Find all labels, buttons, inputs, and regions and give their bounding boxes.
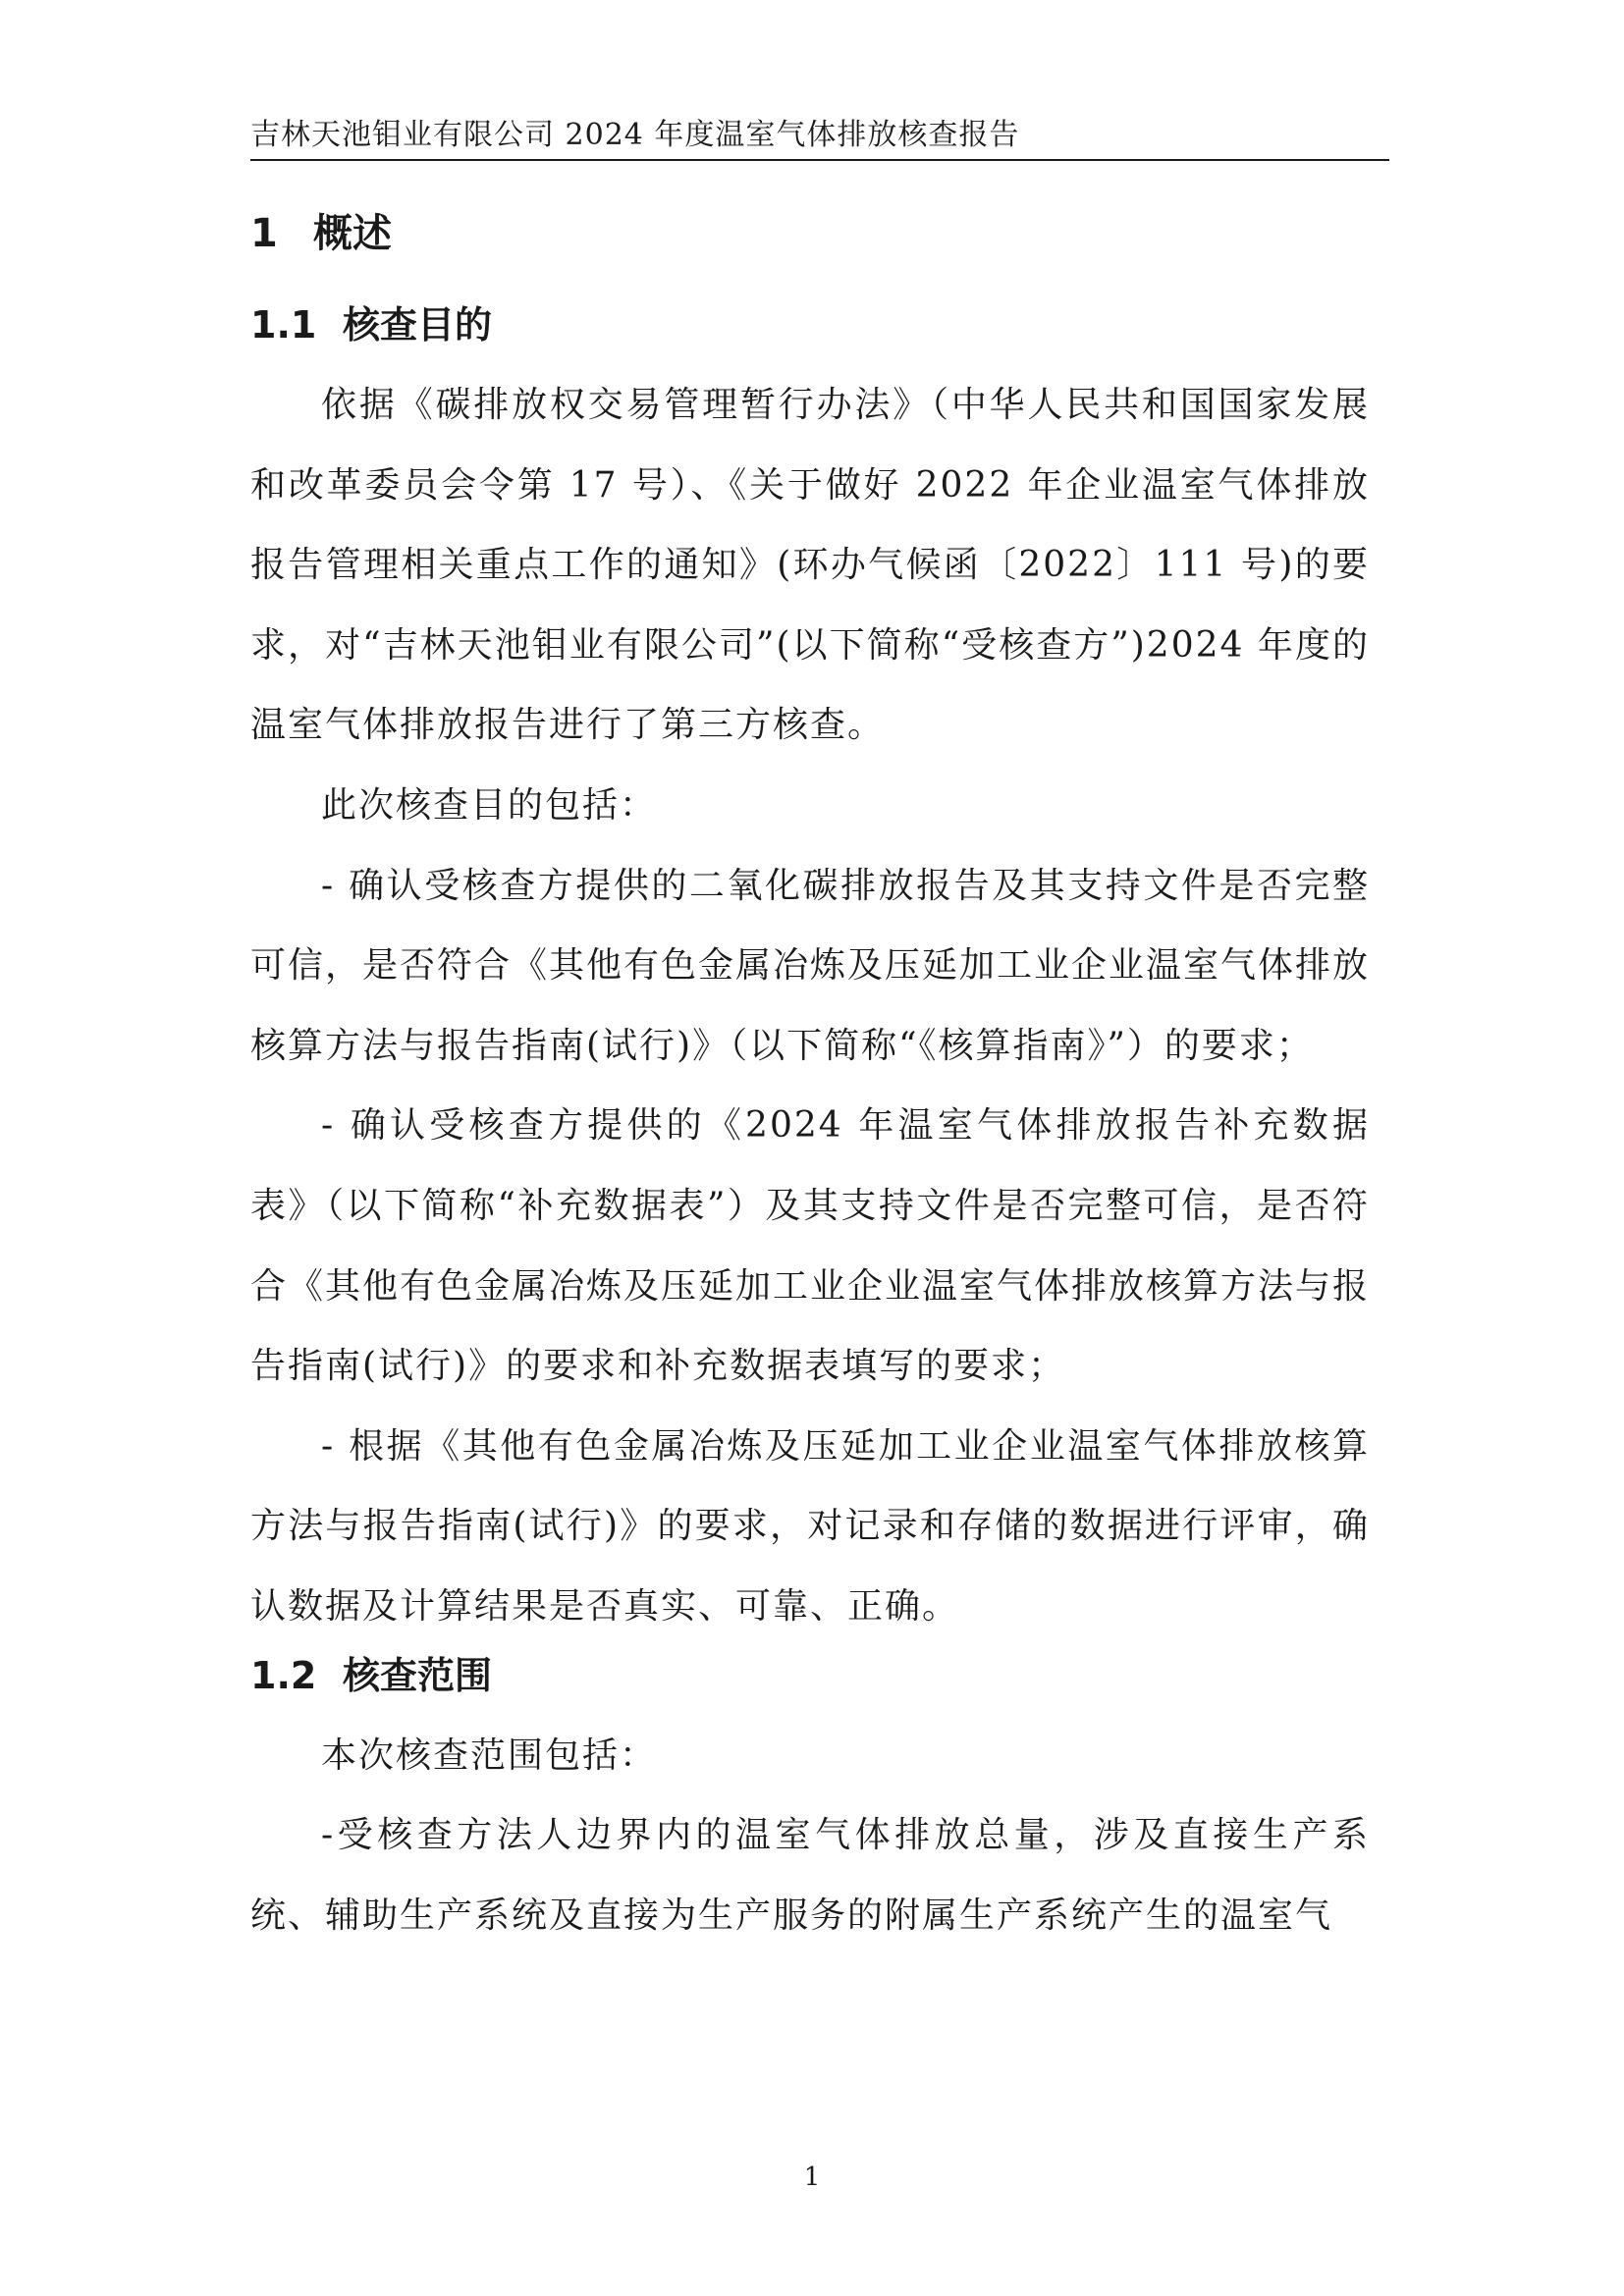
section-title: 核查目的 xyxy=(343,303,493,347)
paragraph-basis: 依据《碳排放权交易管理暂行办法》（中华人民共和国国家发展和改革委员会令第 17 号）、《关于做好 2022 年企业温室气体排放报告管理相关重点工作的通知》(环办气候函〔2022〕111 号)的要求，对“吉林天池钼业有限公司”(以下简称“受核查方”)2024 年度的温室气体排放报告进行了第三方核查。 xyxy=(250,385,1370,746)
page-header xyxy=(250,116,1389,161)
section-heading-1-1 xyxy=(250,298,1370,351)
section-heading-1-2 xyxy=(250,1649,1370,1702)
paragraph-purpose-item-3: - 根据《其他有色金属冶炼及压延加工业企业温室气体排放核算方法与报告指南(试行)》的要求，对记录和存储的数据进行评审，确认数据及计算结果是否真实、可靠、正确。 xyxy=(250,1425,1370,1627)
paragraph-scope-item-1: -受核查方法人边界内的温室气体排放总量，涉及直接生产系统、辅助生产系统及直接为生产服务的附属生产系统产生的温室气 xyxy=(250,1815,1370,1936)
header-title: 吉林天池钼业有限公司 2024 年度温室气体排放核查报告 xyxy=(250,118,1020,152)
section-heading-1 xyxy=(250,206,1370,261)
document-body xyxy=(250,206,1370,1955)
page-number: 1 xyxy=(803,2163,821,2192)
section-number: 1.1 xyxy=(250,303,317,347)
paragraph-purpose-intro: 此次核查目的包括： xyxy=(321,784,658,826)
section-title: 核查范围 xyxy=(343,1653,493,1697)
section-number: 1 xyxy=(250,211,278,256)
section-number: 1.2 xyxy=(250,1653,317,1697)
paragraph-purpose-item-2: - 确认受核查方提供的《2024 年温室气体排放报告补充数据表》（以下简称“补充数据表”）及其支持文件是否完整可信，是否符合《其他有色金属冶炼及压延加工业企业温室气体排放核算方法与报告指南(试行)》的要求和补充数据表填写的要求； xyxy=(250,1105,1371,1387)
section-title: 概述 xyxy=(313,211,392,256)
paragraph-scope-intro: 本次核查范围包括： xyxy=(321,1735,658,1776)
paragraph-purpose-item-1: - 确认受核查方提供的二氧化碳排放报告及其支持文件是否完整可信，是否符合《其他有色金属冶炼及压延加工业企业温室气体排放核算方法与报告指南(试行)》（以下简称“《核算指南》”）的要求； xyxy=(250,865,1371,1066)
